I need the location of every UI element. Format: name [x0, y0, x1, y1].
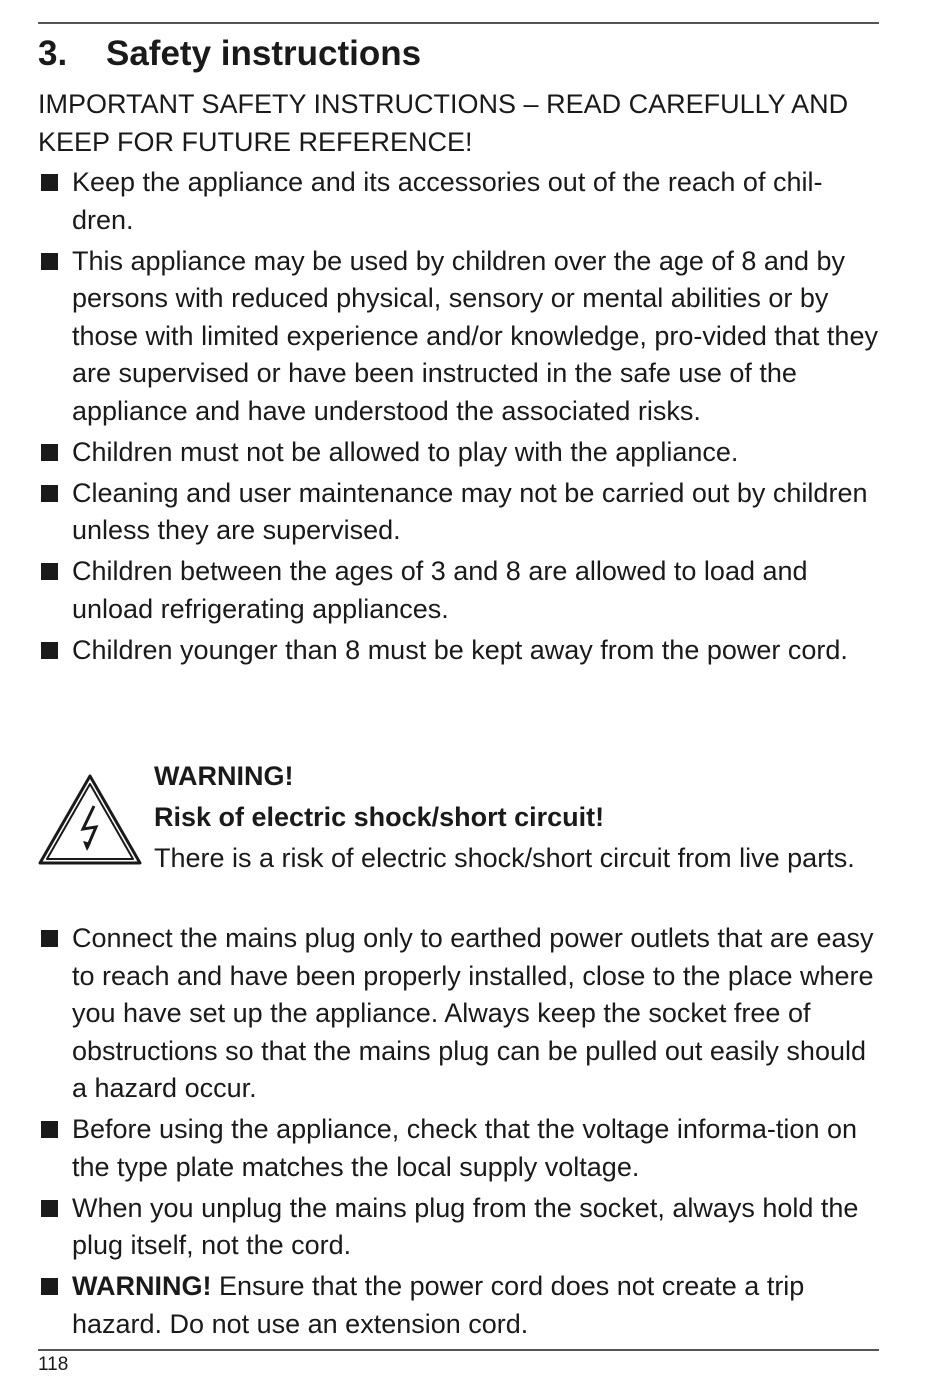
list-item-text: Cleaning and user maintenance may not be carried out by children unless they are supervised.	[72, 477, 868, 545]
bullet-square-icon	[41, 174, 58, 191]
list-item-text: Connect the mains plug only to earthed power outlets that are easy to reach and have been properly installed, close to the place where you have set up the appliance. Always keep the socket free of obstructions so that the mains plug can be pulled out easily should a hazard occur.	[72, 923, 874, 1103]
bullet-square-icon	[41, 253, 58, 270]
intro-text: IMPORTANT SAFETY INSTRUCTIONS – READ CAREFULLY AND KEEP FOR FUTURE REFERENCE!	[38, 89, 849, 157]
warning-description: There is a risk of electric shock/short circuit from live parts.	[154, 843, 855, 873]
list-item	[38, 243, 879, 431]
list-item-text: Children younger than 8 must be kept away from the power cord.	[72, 634, 848, 665]
bullet-square-icon	[41, 642, 58, 659]
bullet-square-icon	[41, 485, 58, 502]
list-item	[38, 632, 879, 670]
inline-warning-label: WARNING!	[72, 1271, 212, 1301]
list-item	[38, 1268, 879, 1343]
warning-text-block	[154, 758, 879, 878]
list-item-text: When you unplug the mains plug from the socket, always hold the plug itself, not the cord.	[72, 1192, 859, 1260]
bullet-square-icon	[41, 1121, 58, 1138]
warning-label: WARNING!	[154, 761, 294, 791]
section-title: Safety instructions	[106, 34, 422, 73]
section-heading	[38, 30, 421, 78]
electric-shock-warning-icon	[38, 774, 142, 866]
list-item-text: Children between the ages of 3 and 8 are allowed to load and unload refrigerating appliances.	[72, 556, 808, 624]
top-rule	[38, 22, 879, 24]
list-item	[38, 920, 879, 1108]
list-item-text: Children must not be allowed to play with the appliance.	[72, 436, 739, 467]
warning-title: Risk of electric shock/short circuit!	[154, 802, 605, 832]
bottom-rule	[38, 1349, 879, 1351]
bullet-square-icon	[41, 1200, 58, 1217]
list-item	[38, 164, 879, 239]
list-item-text: Before using the appliance, check that the voltage informa-tion on the type plate matches the local supply voltage.	[72, 1114, 857, 1182]
bullet-square-icon	[41, 930, 58, 947]
list-item	[38, 434, 879, 472]
bullet-square-icon	[41, 1278, 58, 1295]
list-item	[38, 475, 879, 550]
list-item-text: Keep the appliance and its accessories out of the reach of chil-dren.	[72, 167, 823, 235]
safety-list-electrical	[38, 920, 879, 1347]
bullet-square-icon	[41, 563, 58, 580]
section-number: 3.	[38, 34, 68, 73]
safety-list-children	[38, 164, 879, 673]
bullet-square-icon	[41, 444, 58, 461]
list-item-text: Ensure that the power cord does not create a trip hazard. Do not use an extension cord.	[72, 1271, 805, 1339]
list-item-text: This appliance may be used by children over the age of 8 and by persons with reduced physical, sensory or mental abilities or by those with limited experience and/or knowledge, pro-vided that they are supervised or have been instructed in the safe use of the appliance and have understood the associated risks.	[72, 245, 878, 426]
list-item	[38, 553, 879, 628]
list-item	[38, 1111, 879, 1186]
warning-box	[38, 758, 879, 918]
page-number: 118	[38, 1354, 69, 1375]
list-item	[38, 1190, 879, 1265]
